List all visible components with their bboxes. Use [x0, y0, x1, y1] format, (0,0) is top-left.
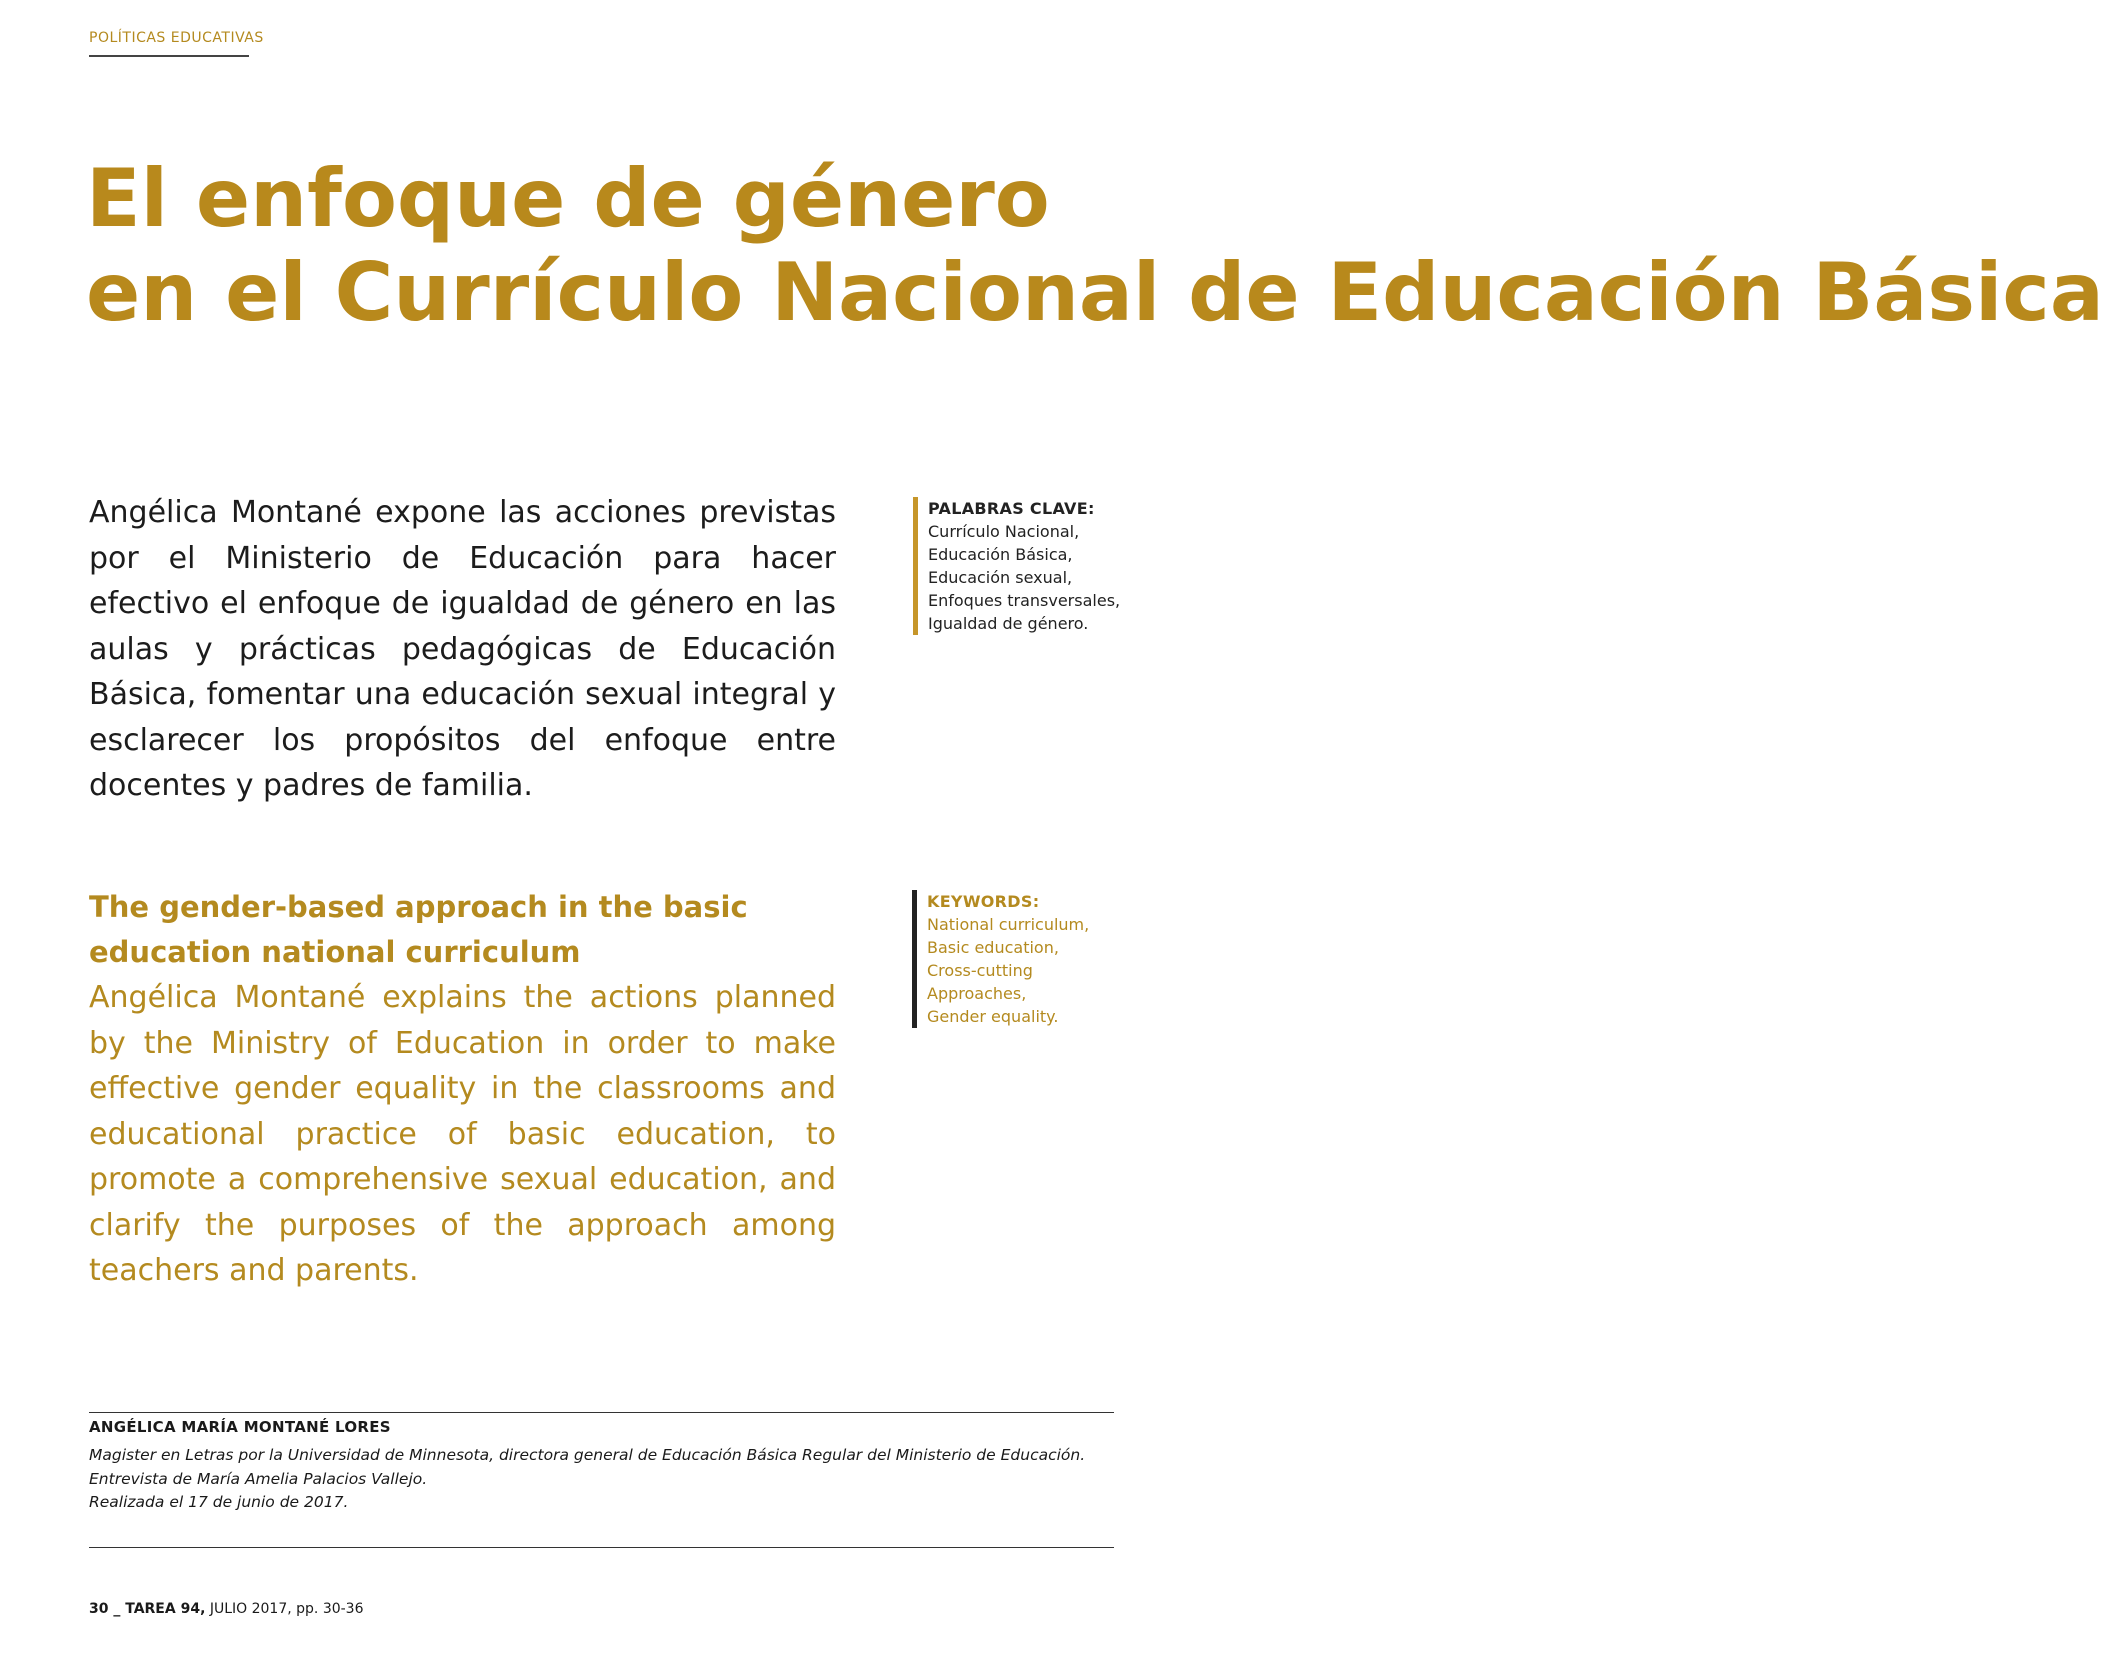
keyword-item: Gender equality.: [927, 1007, 1059, 1026]
publication-info: JULIO 2017, pp. 30-36: [205, 1601, 364, 1617]
keywords-english-title: KEYWORDS:: [927, 892, 1040, 911]
page-footer: [89, 1601, 364, 1617]
abstract-english: Angélica Montané explains the actions planned by the Ministry of Education in order to make effective gender equality in the classrooms and educational practice of basic education, to promote a comprehensive sexual education, and clarify the purposes of the approach among teachers and parents.: [89, 980, 836, 1288]
author-interviewer: Entrevista de María Amelia Palacios Vallejo.: [89, 1469, 428, 1488]
keyword-item: Currículo Nacional,: [928, 522, 1080, 541]
section-rule: [89, 55, 249, 57]
author-name: ANGÉLICA MARÍA MONTANÉ LORES: [89, 1418, 391, 1436]
keyword-item: Igualdad de género.: [928, 614, 1089, 633]
title-line-1: El enfoque de género: [86, 152, 1050, 245]
author-divider-bottom: [89, 1547, 1114, 1548]
interview-date: Realizada el 17 de junio de 2017.: [89, 1493, 349, 1511]
keyword-item: Basic education,: [927, 938, 1059, 957]
page-number: 30 _ TAREA 94,: [89, 1601, 206, 1617]
english-heading: The gender-based approach in the basic education national curriculum: [89, 890, 748, 969]
section-label: POLÍTICAS EDUCATIVAS: [89, 30, 264, 46]
keyword-item: Approaches,: [927, 984, 1027, 1003]
keyword-item: Educación sexual,: [928, 568, 1073, 587]
abstract-spanish: Angélica Montané expone las acciones previstas por el Ministerio de Educación para hacer efectivo el enfoque de igualdad de género en las aulas y prácticas pedagógicas de Educación Básica, fomentar una educación sexual integral y esclarecer los propósitos del enfoque entre docentes y padres de familia.: [89, 495, 836, 803]
author-bio: [89, 1444, 1114, 1515]
keyword-item: National curriculum,: [927, 915, 1090, 934]
keywords-english: [912, 890, 1089, 1028]
title-line-2: en el Currículo Nacional de Educación Básica: [86, 246, 2104, 339]
keywords-spanish-title: PALABRAS CLAVE:: [928, 499, 1095, 518]
keyword-item: Cross-cutting: [927, 961, 1033, 980]
keywords-spanish: [913, 497, 1120, 635]
article-title: [86, 152, 2104, 340]
author-credentials: Magister en Letras por la Universidad de Minnesota, directora general de Educación Básica Regular del Ministerio de Educación.: [89, 1446, 1086, 1464]
author-divider-top: [89, 1412, 1114, 1413]
keyword-item: Enfoques transversales,: [928, 591, 1121, 610]
keyword-item: Educación Básica,: [928, 545, 1073, 564]
